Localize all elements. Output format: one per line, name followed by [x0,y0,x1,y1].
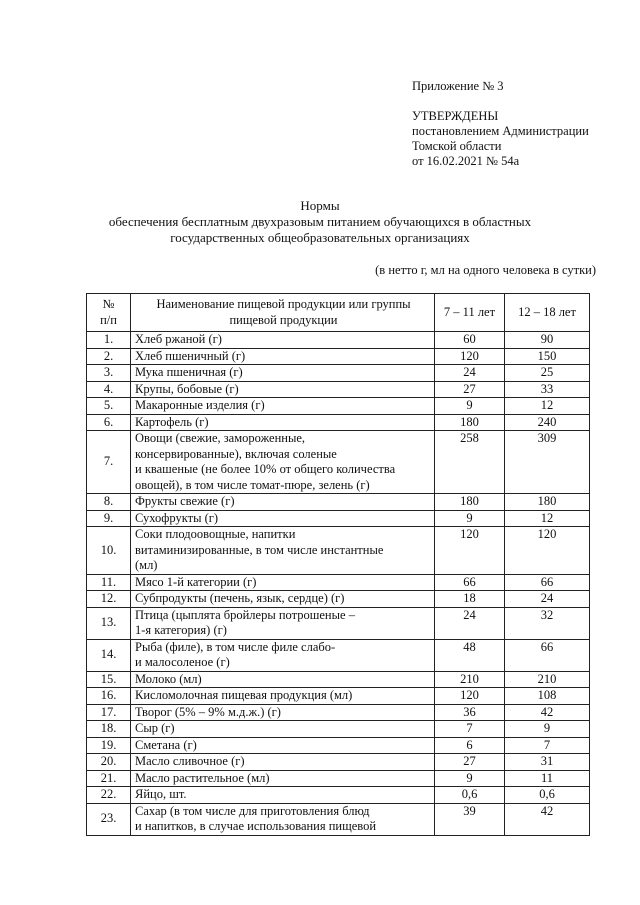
row-product-name: Кисломолочная пищевая продукция (мл) [131,688,435,705]
row-value-12-18: 7 [505,737,590,754]
row-value-12-18: 42 [505,704,590,721]
row-product-name: Овощи (свежие, замороженные, консервированные), включая соленые и квашеные (не более 10% от общего количества овощей), в том числе томат-пюре, зелень (г) [131,431,435,494]
row-value-7-11: 120 [435,527,505,575]
row-value-12-18: 42 [505,803,590,835]
row-value-12-18: 66 [505,639,590,671]
row-number: 23. [87,803,131,835]
row-value-12-18: 150 [505,348,590,365]
row-value-12-18: 12 [505,510,590,527]
table-row [87,510,590,527]
row-value-12-18: 12 [505,398,590,415]
table-row [87,494,590,511]
row-value-7-11: 66 [435,574,505,591]
approved-label: УТВЕРЖДЕНЫ [412,109,499,123]
row-product-name: Молоко (мл) [131,671,435,688]
row-number: 11. [87,574,131,591]
table-row [87,704,590,721]
row-value-7-11: 39 [435,803,505,835]
row-value-12-18: 210 [505,671,590,688]
row-product-name: Масло растительное (мл) [131,770,435,787]
row-value-7-11: 180 [435,494,505,511]
row-value-12-18: 120 [505,527,590,575]
row-number: 5. [87,398,131,415]
document-subtitle-line2: государственных общеобразовательных организациях [170,230,470,245]
table-row [87,348,590,365]
row-number: 17. [87,704,131,721]
table-row [87,737,590,754]
row-value-7-11: 120 [435,688,505,705]
table-row [87,770,590,787]
table-row [87,639,590,671]
row-value-12-18: 33 [505,381,590,398]
row-value-7-11: 210 [435,671,505,688]
row-value-7-11: 60 [435,332,505,349]
row-value-7-11: 27 [435,754,505,771]
row-number: 20. [87,754,131,771]
table-row [87,527,590,575]
row-product-name: Сыр (г) [131,721,435,738]
row-value-12-18: 66 [505,574,590,591]
row-value-12-18: 108 [505,688,590,705]
row-value-7-11: 27 [435,381,505,398]
row-value-12-18: 180 [505,494,590,511]
row-value-12-18: 309 [505,431,590,494]
row-value-12-18: 24 [505,591,590,608]
row-value-12-18: 90 [505,332,590,349]
row-value-12-18: 0,6 [505,787,590,804]
row-product-name: Рыба (филе), в том числе филе слабо- и малосоленое (г) [131,639,435,671]
row-value-7-11: 9 [435,510,505,527]
row-product-name: Фрукты свежие (г) [131,494,435,511]
row-value-7-11: 258 [435,431,505,494]
table-row [87,591,590,608]
table-row [87,803,590,835]
row-value-7-11: 6 [435,737,505,754]
appendix-number: Приложение № 3 [412,79,504,93]
row-value-7-11: 48 [435,639,505,671]
row-product-name: Творог (5% – 9% м.д.ж.) (г) [131,704,435,721]
row-number: 8. [87,494,131,511]
row-number: 15. [87,671,131,688]
row-product-name: Мука пшеничная (г) [131,365,435,382]
row-number: 16. [87,688,131,705]
row-number: 9. [87,510,131,527]
row-number: 12. [87,591,131,608]
row-product-name: Макаронные изделия (г) [131,398,435,415]
table-header-row [87,294,590,332]
row-product-name: Крупы, бобовые (г) [131,381,435,398]
row-product-name: Сахар (в том числе для приготовления блюд и напитков, в случае использования пищевой [131,803,435,835]
table-row [87,332,590,349]
table-row [87,381,590,398]
row-number: 7. [87,431,131,494]
row-number: 3. [87,365,131,382]
table-row [87,607,590,639]
header-name: Наименование пищевой продукции или группы пищевой продукции [131,294,435,332]
row-product-name: Масло сливочное (г) [131,754,435,771]
row-value-7-11: 7 [435,721,505,738]
row-product-name: Хлеб ржаной (г) [131,332,435,349]
row-number: 21. [87,770,131,787]
row-value-7-11: 24 [435,607,505,639]
row-number: 22. [87,787,131,804]
row-product-name: Яйцо, шт. [131,787,435,804]
row-value-7-11: 18 [435,591,505,608]
row-value-7-11: 0,6 [435,787,505,804]
approved-date: от 16.02.2021 № 54а [412,154,520,168]
row-value-7-11: 24 [435,365,505,382]
table-row [87,671,590,688]
row-value-7-11: 36 [435,704,505,721]
header-age-12-18: 12 – 18 лет [505,294,590,332]
unit-note: (в нетто г, мл на одного человека в сутки) [375,263,596,277]
table-row [87,688,590,705]
row-number: 19. [87,737,131,754]
row-product-name: Птица (цыплята бройлеры потрошеные – 1-я категория) (г) [131,607,435,639]
row-product-name: Картофель (г) [131,414,435,431]
row-value-12-18: 11 [505,770,590,787]
row-value-7-11: 120 [435,348,505,365]
row-product-name: Сухофрукты (г) [131,510,435,527]
table-row [87,721,590,738]
header-age-7-11: 7 – 11 лет [435,294,505,332]
row-number: 4. [87,381,131,398]
table-row [87,365,590,382]
row-product-name: Субпродукты (печень, язык, сердце) (г) [131,591,435,608]
table-row [87,754,590,771]
row-value-12-18: 32 [505,607,590,639]
document-title: Нормы [300,198,340,213]
row-product-name: Соки плодоовощные, напитки витаминизированные, в том числе инстантные (мл) [131,527,435,575]
row-value-7-11: 9 [435,770,505,787]
row-number: 1. [87,332,131,349]
row-number: 13. [87,607,131,639]
row-product-name: Мясо 1-й категории (г) [131,574,435,591]
table-row [87,431,590,494]
row-product-name: Сметана (г) [131,737,435,754]
row-value-12-18: 31 [505,754,590,771]
row-number: 18. [87,721,131,738]
row-number: 14. [87,639,131,671]
table-body [87,332,590,836]
table-row [87,414,590,431]
table-row [87,574,590,591]
row-value-12-18: 240 [505,414,590,431]
row-value-12-18: 9 [505,721,590,738]
approved-by: постановлением Администрации [412,124,589,138]
approved-region: Томской области [412,139,502,153]
table-row [87,787,590,804]
row-product-name: Хлеб пшеничный (г) [131,348,435,365]
document-subtitle-line1: обеспечения бесплатным двухразовым питанием обучающихся в областных [108,214,532,229]
row-value-7-11: 9 [435,398,505,415]
row-number: 6. [87,414,131,431]
header-num: № п/п [87,294,131,332]
table-row [87,398,590,415]
norms-table [86,293,590,836]
row-value-12-18: 25 [505,365,590,382]
row-number: 10. [87,527,131,575]
row-value-7-11: 180 [435,414,505,431]
row-number: 2. [87,348,131,365]
